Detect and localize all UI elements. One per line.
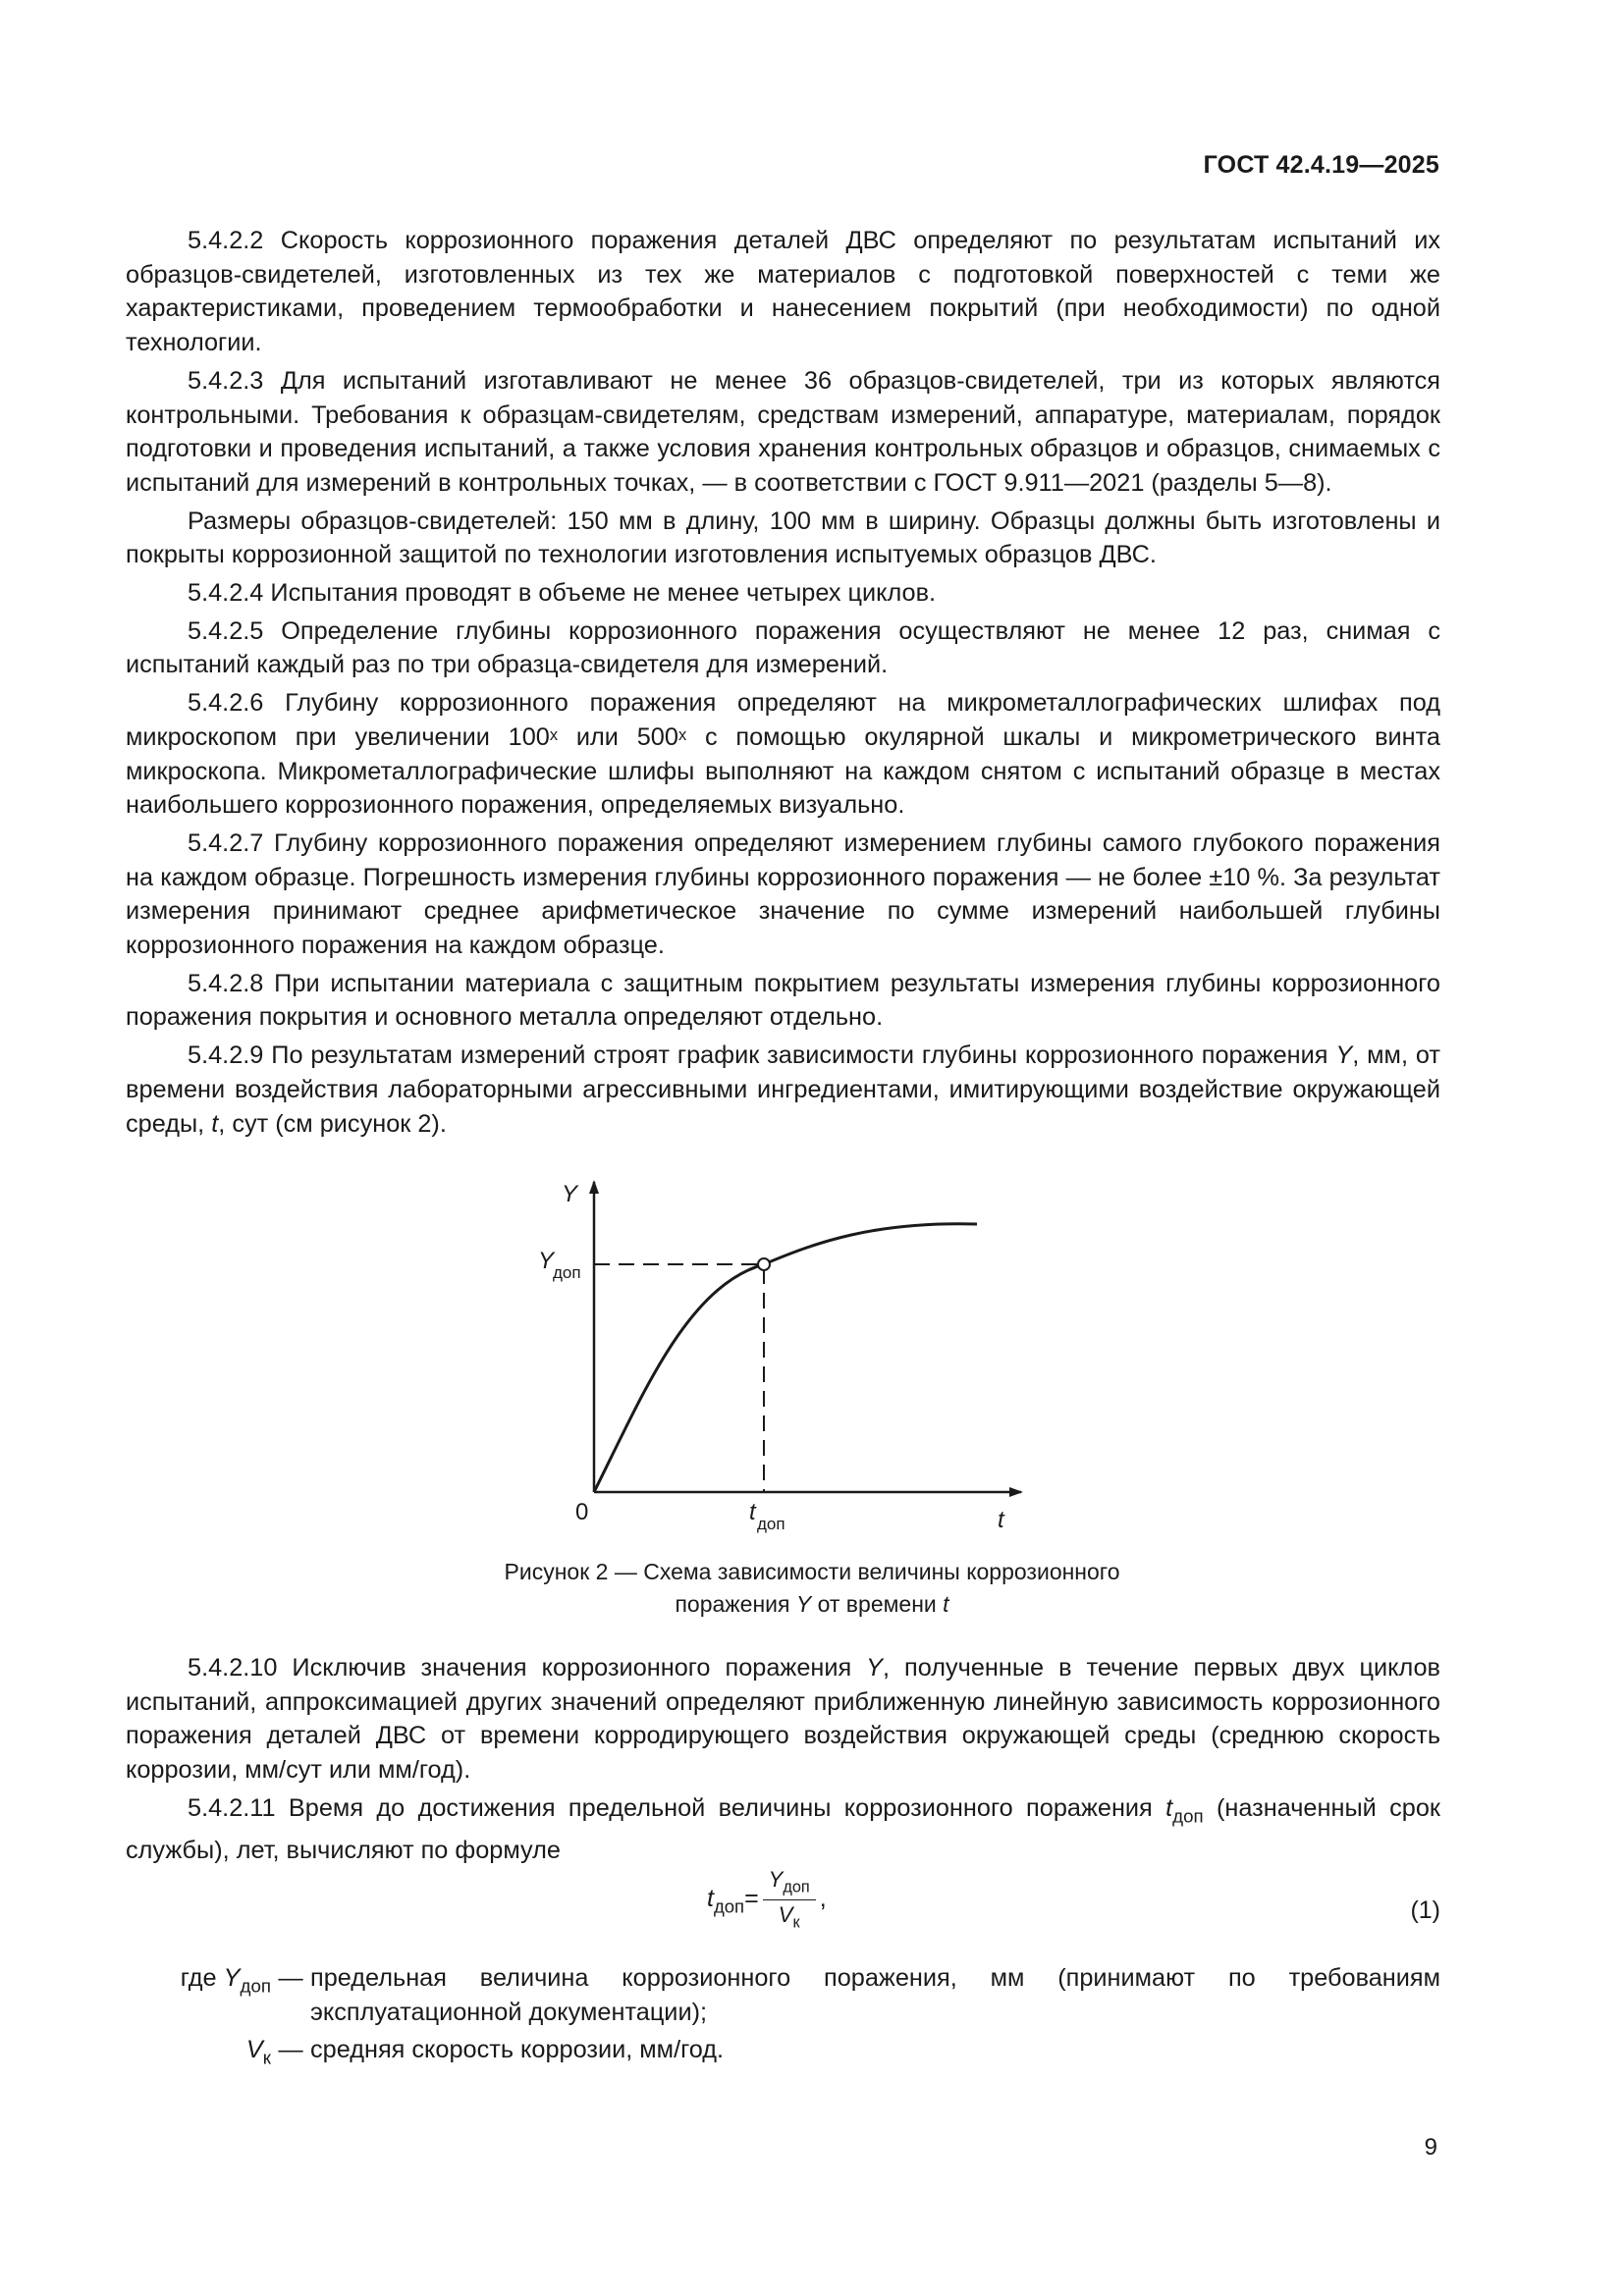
formula-equals: = [744, 1884, 759, 1912]
formula-lhs [707, 1884, 745, 1917]
p11-symbol-t: t [1165, 1793, 1173, 1822]
legend-symbol-v: V [245, 2036, 263, 2064]
p9-text-b: , мм, от времени воздействия лабораторными агрессивными ингредиентами, имитирующими воздействие окружающей среды, [126, 1041, 1440, 1138]
caption-symbol-t: t [943, 1591, 949, 1617]
paragraph-5-4-2-8: 5.4.2.8 При испытании материала с защитным покрытием результаты измерения глубины коррозионного поражения покрытия и основного металла определяют отдельно. [126, 969, 1440, 1032]
legend-dash: — [278, 1964, 303, 1992]
p9-text-c: , сут (см рисунок 2). [218, 1109, 447, 1138]
corrosion-curve-figure [520, 1168, 1031, 1541]
legend-description: предельная величина коррозионного поражения, мм (принимают по требованиям эксплуатационной документации); [310, 1964, 1440, 2026]
p11-text-a: 5.4.2.11 Время до достижения предельной величины коррозионного поражения [188, 1793, 1166, 1822]
magnification-superscript: х [549, 725, 559, 744]
paragraph-5-4-2-4: 5.4.2.4 Испытания проводят в объеме не менее четырех циклов. [188, 579, 937, 608]
legend-row-y-allowable [126, 1961, 1440, 2029]
legend-dash: — [278, 2036, 303, 2064]
y-allowable-label: Y [538, 1248, 555, 1274]
paragraph-5-4-2-10 [126, 1651, 1440, 1788]
caption-symbol-y: Y [795, 1591, 812, 1617]
legend-prefix: где [180, 1964, 224, 1992]
caption-line-1: Рисунок 2 — Схема зависимости величины коррозионного [504, 1559, 1120, 1584]
p11-text-b: (назначенный срок службы), лет, вычисляют по формуле [126, 1793, 1440, 1865]
paragraph-specimen-sizes: Размеры образцов-свидетелей: 150 мм в длину, 100 мм в ширину. Образцы должны быть изготовлены и покрыты коррозионной защитой по технологии изготовления испытуемых образцов ДВС. [126, 507, 1440, 569]
paragraph-5-4-2-2: 5.4.2.2 Скорость коррозионного поражения деталей ДВС определяют по результатам испытаний их образцов-свидетелей, изготовленных из тех же материалов с подготовкой поверхностей с теми же характеристиками, проведением термообработки и нанесением покрытий (при необходимости) по одной технологии. [126, 227, 1440, 357]
denominator-symbol: V [778, 1901, 793, 1927]
p6-text-c: с помощью окулярной шкалы и микрометрического винта микроскопа. Микрометаллографические шлифы выполняют на каждом снятом с испытаний образце в местах наибольшего коррозионного поражения, определяемых визуально. [126, 722, 1440, 820]
paragraph-5-4-2-7: 5.4.2.7 Глубину коррозионного поражения определяют измерением глубины самого глубокого поражения на каждом образце. Погрешность измерения глубины коррозионного поражения — не более ±10 %. За результат измерения принимают среднее арифметическое значение по сумме измерений наибольшей глубины коррозионного поражения на каждом образце. [126, 828, 1440, 960]
p9-symbol-y: Y [1335, 1041, 1353, 1070]
legend-symbol-y: Y [223, 1964, 241, 1992]
paragraph-5-4-2-5: 5.4.2.5 Определение глубины коррозионного поражения осуществляют не менее 12 раз, снимая с испытаний каждый раз по три образца-свидетеля для измерений. [126, 616, 1440, 679]
formula-lhs-symbol: t [707, 1884, 714, 1912]
y-axis-label: Y [562, 1181, 578, 1207]
p6-text-b: или 500 [558, 722, 678, 751]
legend-description: средняя скорость коррозии, мм/год. [310, 2036, 725, 2064]
origin-label: 0 [575, 1499, 589, 1525]
p9-text-a: 5.4.2.9 По результатам измерений строят график зависимости глубины коррозионного поражения [188, 1041, 1336, 1070]
numerator-symbol: Y [768, 1867, 784, 1892]
standard-designation: ГОСТ 42.4.19—2025 [1203, 151, 1439, 179]
figure-caption [0, 1556, 1624, 1621]
formula-lhs-subscript: доп [713, 1896, 745, 1917]
paragraph-5-4-2-6 [126, 686, 1440, 823]
legend-subscript: доп [240, 1975, 271, 1997]
formula-numerator [763, 1867, 816, 1900]
legend-symbol [126, 2033, 271, 2075]
y-allowable-subscript: доп [553, 1263, 581, 1282]
body-text-lower [126, 1651, 1440, 1868]
formula-fraction [763, 1867, 816, 1932]
magnification-superscript: х [677, 725, 687, 744]
legend-row-v-corrosion [126, 2033, 1440, 2075]
caption-text-b: от времени [811, 1591, 944, 1617]
body-text-upper [126, 224, 1440, 1141]
formula-allowable-time [707, 1867, 827, 1932]
p11-subscript: доп [1172, 1805, 1204, 1827]
formula-number: (1) [1410, 1896, 1440, 1924]
page-number: 9 [1424, 2134, 1437, 2161]
formula-denominator [763, 1900, 816, 1933]
formula-comma: , [819, 1884, 827, 1912]
p10-text-b: , полученные в течение первых двух циклов испытаний, аппроксимацией других значений определяют приближенную линейную зависимость коррозионного поражения деталей ДВС от времени корродирующего воздействия окружающей среды (среднюю скорость коррозии, мм/сут или мм/год). [126, 1654, 1440, 1785]
t-allowable-label: t [749, 1499, 756, 1525]
legend-subscript: к [262, 2047, 271, 2068]
allowable-point-marker [758, 1258, 770, 1270]
formula-legend [126, 1961, 1440, 2080]
paragraph-5-4-2-11 [126, 1791, 1440, 1868]
p6-text-a: 5.4.2.6 Глубину коррозионного поражения определяют на микрометаллографических шлифах под микроскопом при увеличении 100 [126, 689, 1440, 751]
p9-symbol-t: t [211, 1109, 219, 1138]
caption-line-2 [0, 1588, 1624, 1621]
numerator-subscript: доп [783, 1878, 810, 1896]
caption-text-a: поражения [675, 1591, 796, 1617]
p10-text-a: 5.4.2.10 Исключив значения коррозионного поражения [188, 1654, 867, 1682]
x-axis-label: t [998, 1507, 1004, 1533]
paragraph-5-4-2-9 [126, 1039, 1440, 1141]
t-allowable-subscript: доп [757, 1515, 785, 1533]
denominator-subscript: к [792, 1913, 800, 1932]
legend-symbol [126, 1961, 271, 2029]
paragraph-5-4-2-3: 5.4.2.3 Для испытаний изготавливают не менее 36 образцов-свидетелей, три из которых являются контрольными. Требования к образцам-свидетелям, средствам измерений, аппаратуре, материалам, порядок подготовки и проведения испытаний, а также условия хранения контрольных образцов и образцов, снимаемых с испытаний для измерений в контрольных точках, — в соответствии с ГОСТ 9.911—2021 (разделы 5—8). [126, 366, 1440, 497]
p10-symbol-y: Y [866, 1654, 884, 1682]
